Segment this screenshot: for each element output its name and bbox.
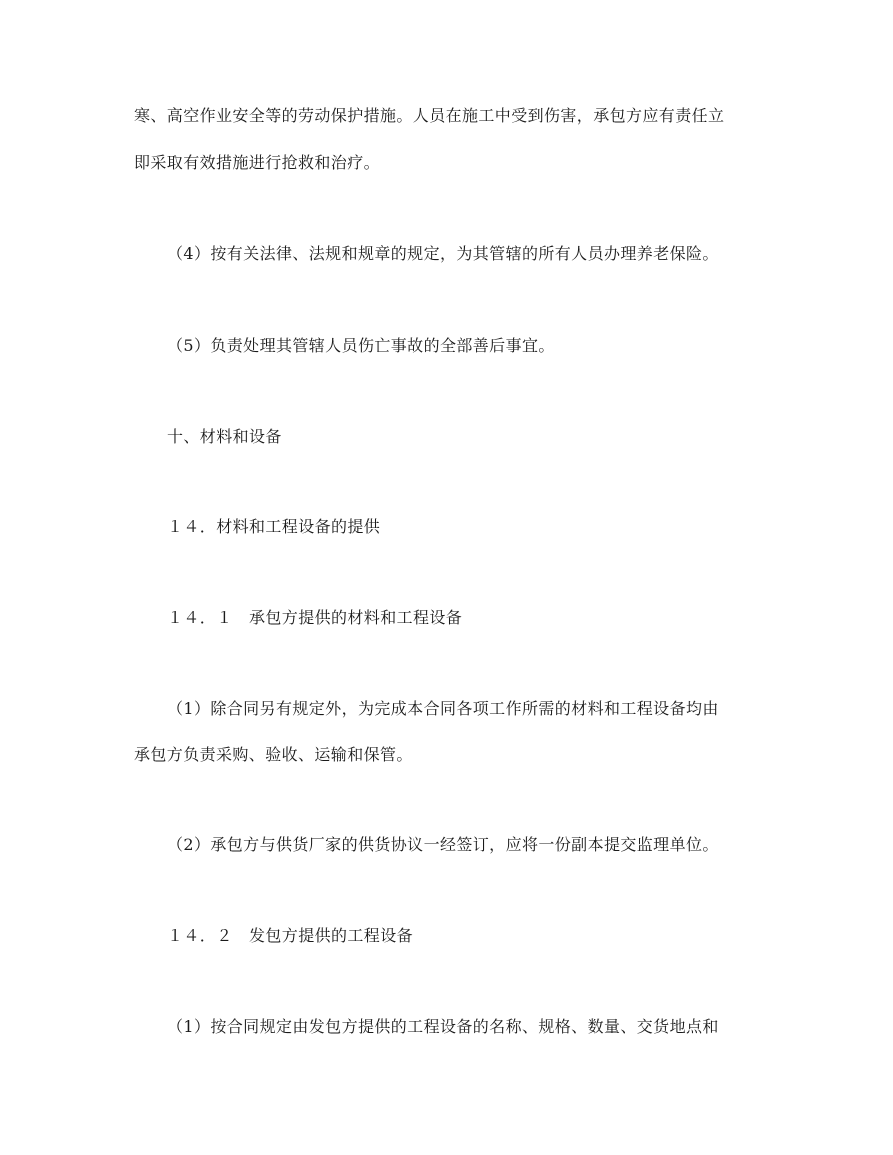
paragraph-line: （2）承包方与供货厂家的供货协议一经签订，应将一份副本提交监理单位。 [167,835,719,854]
subsection-heading: １４．１ 承包方提供的材料和工程设备 [167,608,463,627]
section-heading: 十、材料和设备 [167,427,282,446]
paragraph-line: （1）按合同规定由发包方提供的工程设备的名称、规格、数量、交货地点和 [167,1017,719,1036]
paragraph-line: 寒、高空作业安全等的劳动保护措施。人员在施工中受到伤害，承包方应有责任立 [134,106,725,125]
paragraph-line: （1）除合同另有规定外，为完成本合同各项工作所需的材料和工程设备均由 [167,699,719,718]
paragraph-line: 承包方负责采购、验收、运输和保管。 [134,745,413,764]
subsection-heading: １４．材料和工程设备的提供 [167,517,381,536]
paragraph-line: 即采取有效措施进行抢救和治疗。 [134,153,381,172]
paragraph-line: （4）按有关法律、法规和规章的规定，为其管辖的所有人员办理养老保险。 [167,244,719,263]
subsection-heading: １４．２ 发包方提供的工程设备 [167,926,414,945]
paragraph-line: （5）负责处理其管辖人员伤亡事故的全部善后事宜。 [167,336,555,355]
